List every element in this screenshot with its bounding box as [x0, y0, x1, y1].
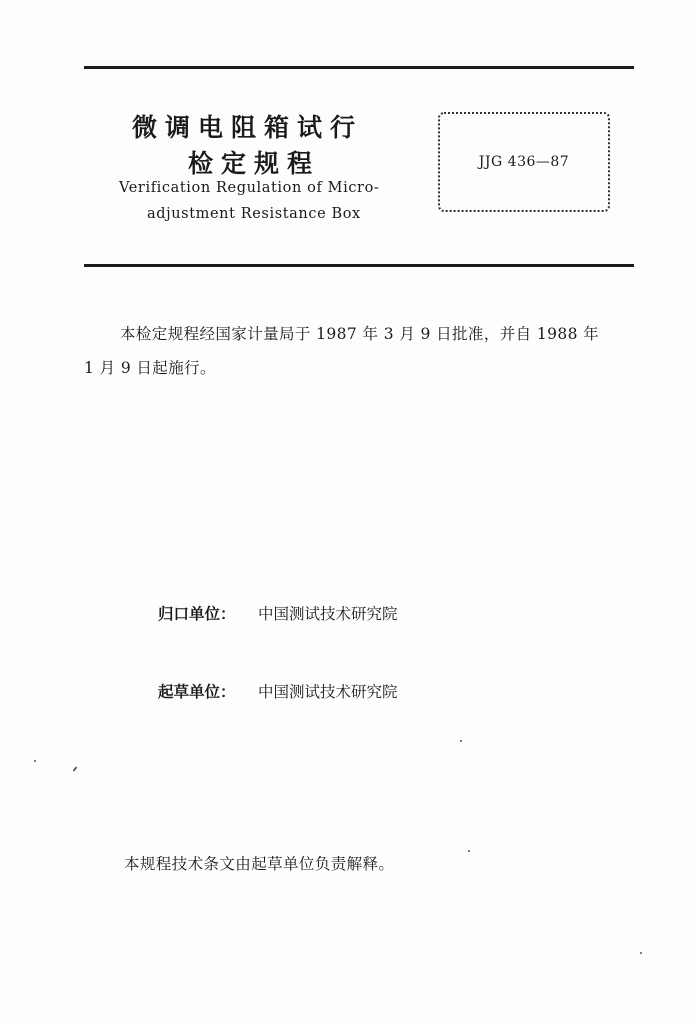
scan-speck — [468, 850, 470, 852]
drafting-unit-label: 起草单位： — [158, 682, 236, 701]
drafting-unit-row — [158, 680, 398, 702]
scan-speck — [34, 760, 36, 762]
responsible-unit-label: 归口单位： — [158, 604, 236, 623]
responsible-unit-row — [158, 602, 398, 624]
title-chinese-line1: 微调电阻箱试行 — [132, 113, 364, 142]
top-rule — [84, 66, 634, 69]
scan-speck — [640, 952, 642, 954]
approval-statement-line1: 本检定规程经国家计量局于 1987 年 3 月 9 日批准，并自 1988 年 — [120, 325, 600, 343]
responsible-unit-value: 中国测试技术研究院 — [258, 605, 398, 623]
regulation-code: JJG 436—87 — [478, 154, 570, 170]
header-bottom-rule — [84, 264, 634, 267]
title-chinese-line2: 检定规程 — [188, 149, 321, 178]
regulation-code-box — [438, 112, 610, 212]
scan-speck — [460, 740, 462, 742]
approval-statement-line2: 1 月 9 日起施行。 — [84, 359, 216, 377]
scan-speck — [72, 766, 77, 772]
title-english-line1: Verification Regulation of Micro- — [119, 180, 380, 196]
drafting-unit-value: 中国测试技术研究院 — [258, 683, 398, 701]
interpretation-statement: 本规程技术条文由起草单位负责解释。 — [124, 855, 395, 873]
title-english-line2: adjustment Resistance Box — [147, 206, 361, 222]
